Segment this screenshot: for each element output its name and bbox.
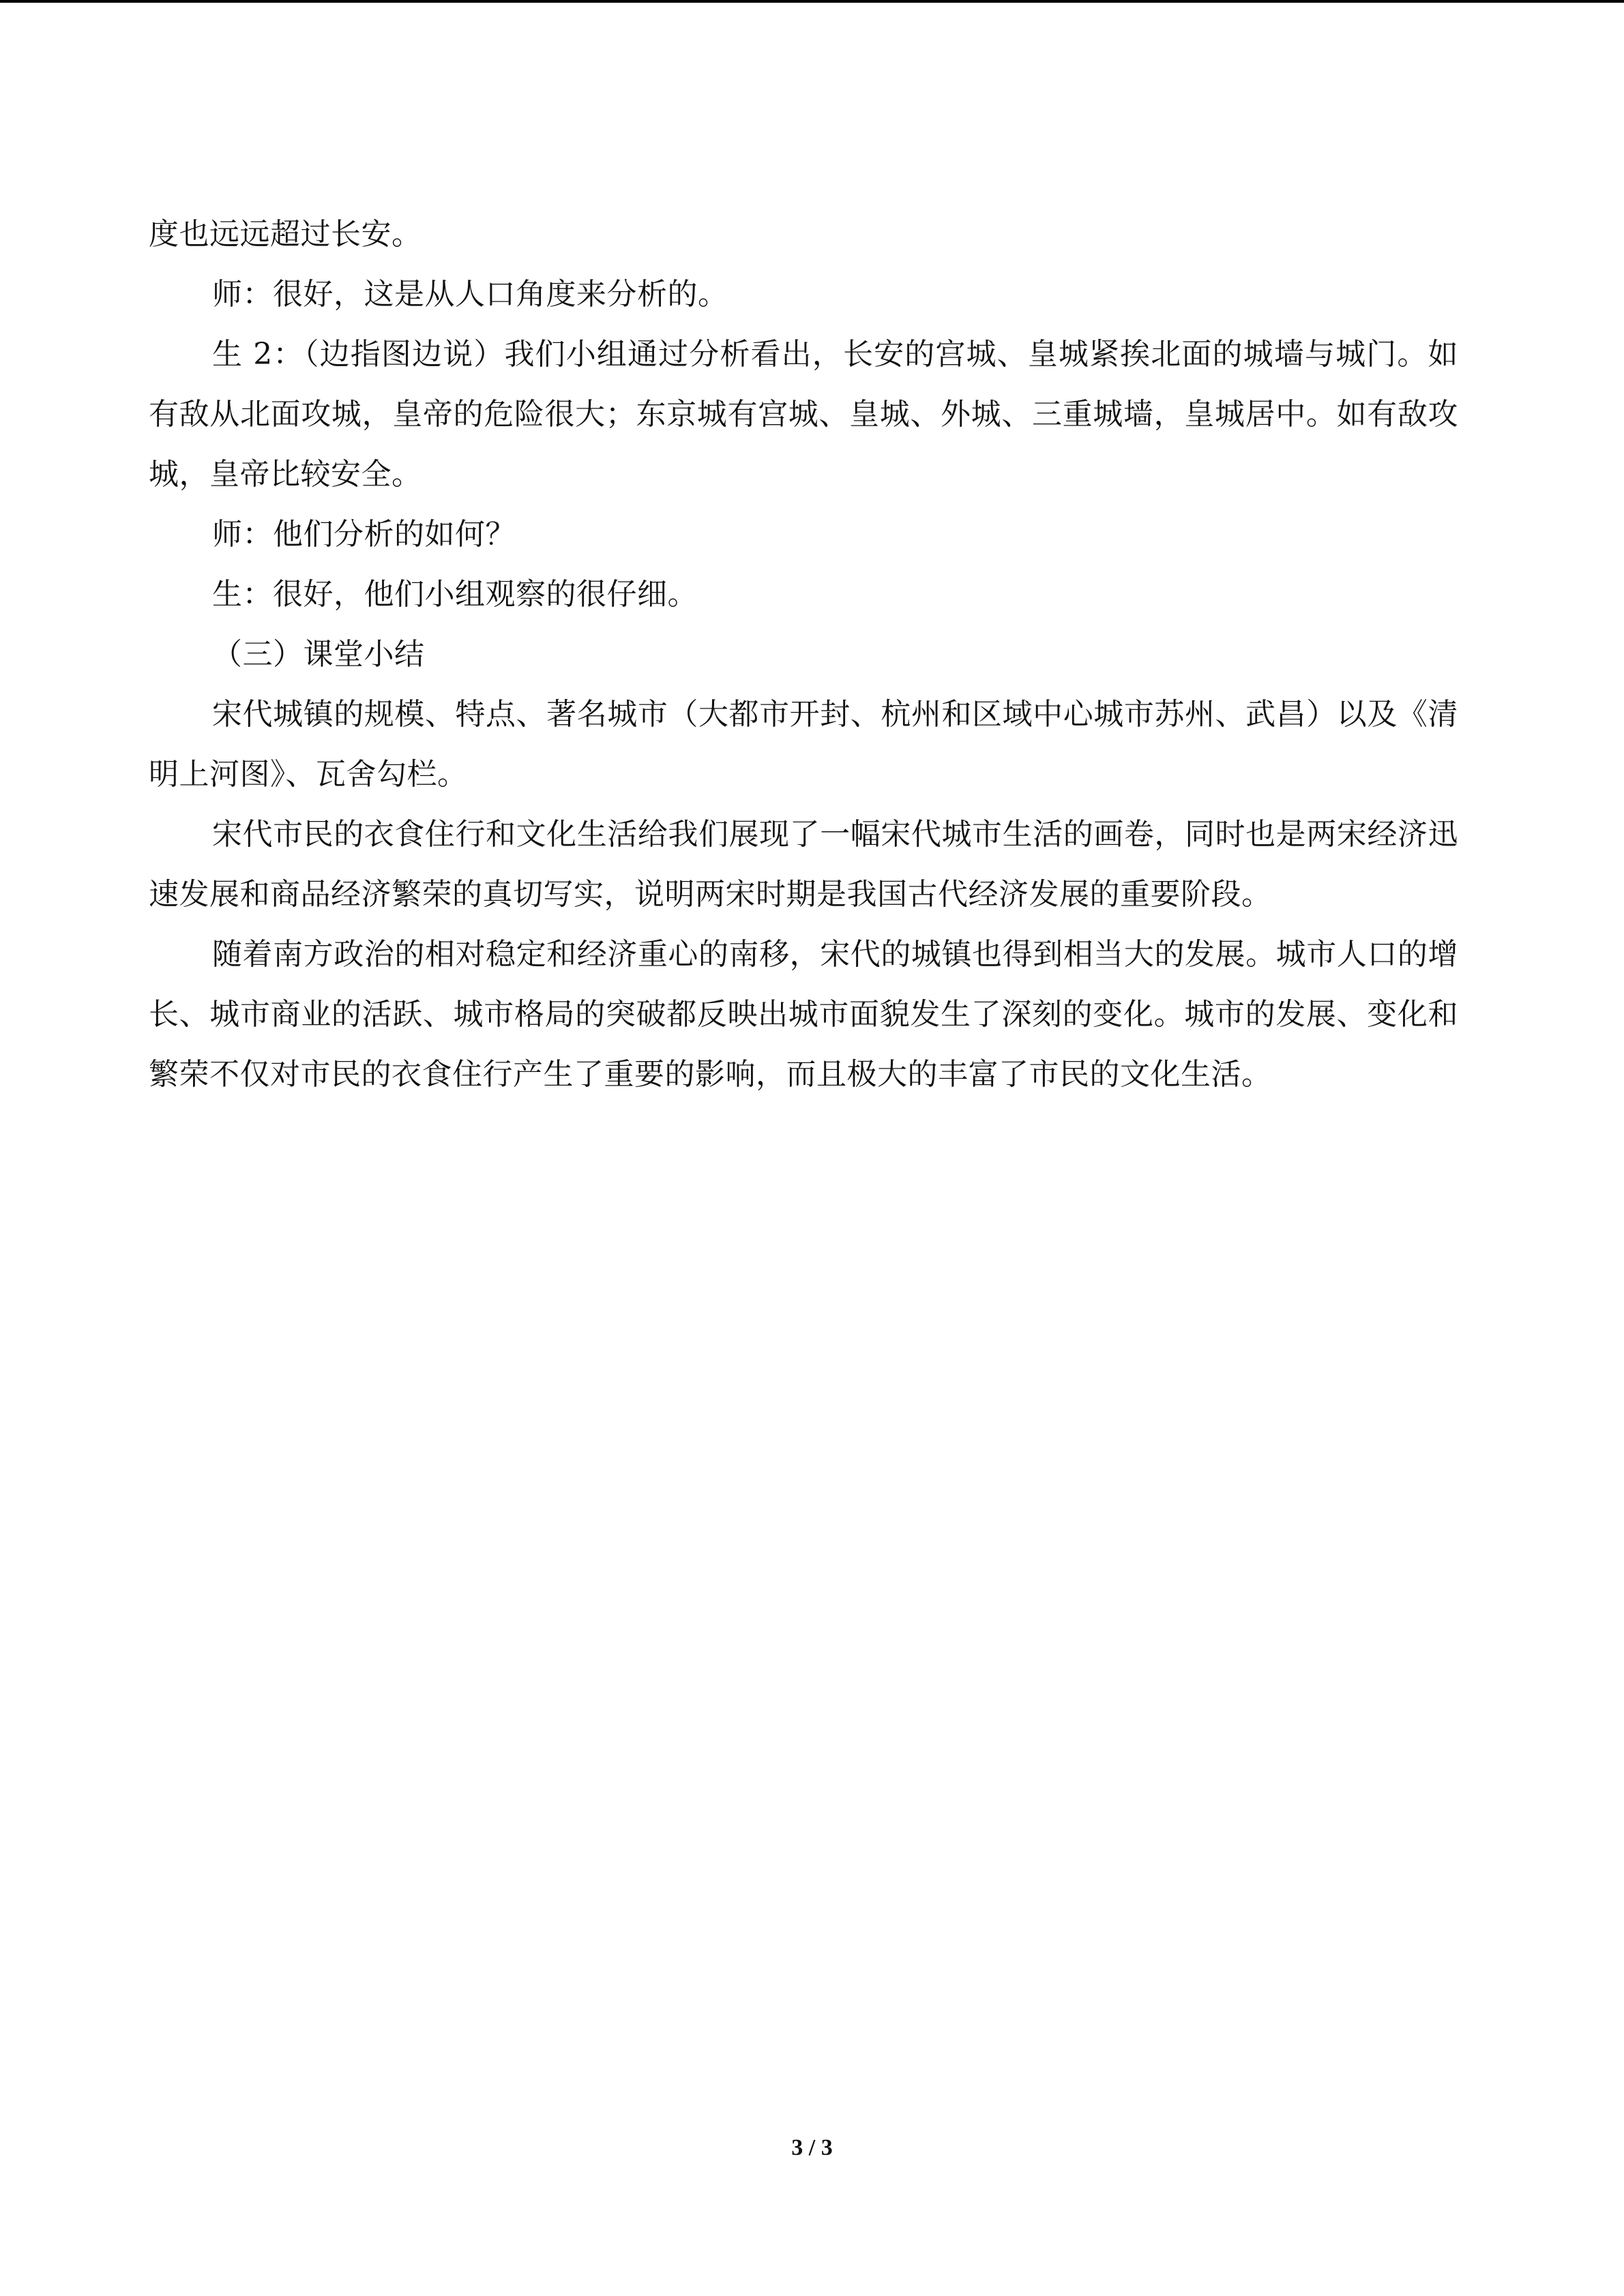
paragraph-continuation: 度也远远超过长安。	[149, 217, 422, 252]
paragraph-teacher-remark-1: 师：很好，这是从人口角度来分析的。	[212, 277, 728, 312]
paragraph-student-2-answer: 生 2：（边指图边说）我们小组通过分析看出，长安的宫城、皇城紧挨北面的城墙与城门。如有敌从北面攻城，皇帝的危险很大；东京城有宫城、皇城、外城、三重城墙，皇城居中。如有敌攻城，皇帝比较安全。	[149, 337, 1458, 492]
document-body	[149, 205, 1458, 1105]
paragraph-summary-3: 随着南方政治的相对稳定和经济重心的南移，宋代的城镇也得到相当大的发展。城市人口的增长、城市商业的活跃、城市格局的突破都反映出城市面貌发生了深刻的变化。城市的发展、变化和繁荣不仅对市民的衣食住行产生了重要的影响，而且极大的丰富了市民的文化生活。	[149, 937, 1458, 1092]
page-number: 3 / 3	[791, 2135, 833, 2160]
paragraph-summary-1: 宋代城镇的规模、特点、著名城市（大都市开封、杭州和区域中心城市苏州、武昌）以及《清明上河图》、瓦舍勾栏。	[149, 697, 1458, 792]
paragraph-summary-2: 宋代市民的衣食住行和文化生活给我们展现了一幅宋代城市生活的画卷，同时也是两宋经济迅速发展和商品经济繁荣的真切写实，说明两宋时期是我国古代经济发展的重要阶段。	[149, 817, 1458, 912]
paragraph-teacher-question: 师：他们分析的如何？	[212, 517, 516, 552]
paragraph-student-reply: 生：很好，他们小组观察的很仔细。	[212, 577, 698, 612]
page-top-border	[0, 0, 1624, 3]
section-heading-summary: （三）课堂小结	[212, 637, 425, 672]
